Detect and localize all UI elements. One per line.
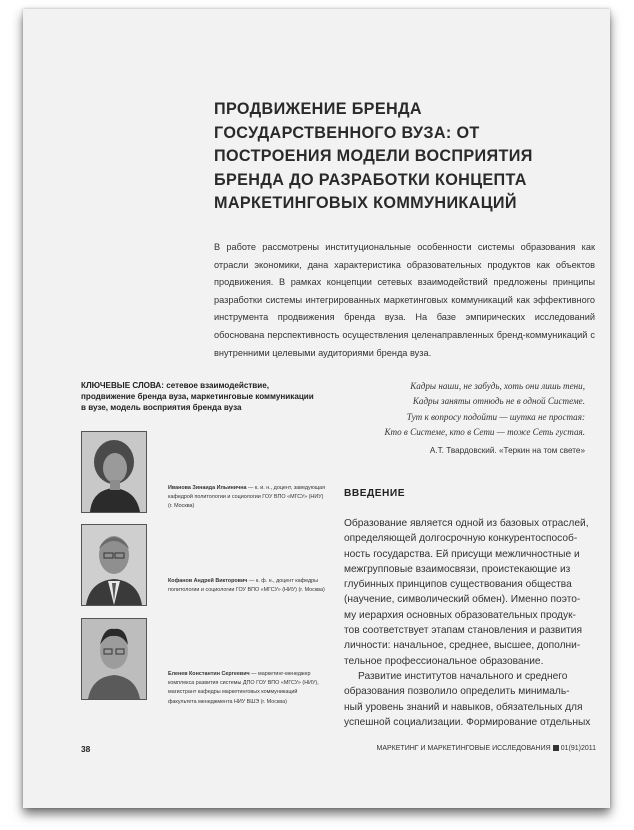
epigraph-line: Кадры наши, не забудь, хоть они лишь тени, (410, 381, 585, 391)
journal-footer (377, 745, 597, 752)
author-name: Иванова Зинаида Ильинична (168, 485, 247, 491)
square-bullet-icon (553, 745, 559, 751)
body-line: тельное профессиональное образование. (344, 655, 544, 667)
body-line: образования позволило определить минималь- (344, 686, 570, 698)
body-line: глубинных принципов существования общества (344, 579, 572, 591)
body-line: определяющей долгосрочную конкурентоспособ- (344, 533, 578, 545)
author-photo-elenev (81, 618, 147, 700)
article-title: ПРОДВИЖЕНИЕ БРЕНДА ГОСУДАРСТВЕННОГО ВУЗА: ОТ ПОСТРОЕНИЯ МОДЕЛИ ВОСПРИЯТИЯ БРЕНДА ДО РАЗРАБОТКИ КОНЦЕПТА МАРКЕТИНГОВЫХ КОММУНИКАЦИЙ (214, 100, 533, 213)
epigraph-source: А.Т. Твардовский. «Теркин на том свете» (429, 446, 585, 455)
page-number: 38 (81, 744, 91, 754)
abstract: В работе рассмотрены институциональные особенности системы образования как отрасли экономики, дана характеристика образовательных продуктов как объектов продвижения. В рамках концепции сетевых взаимодействий предложены принципы разработки системы интегрированных маркетинговых коммуникаций как эффективного инструмента продвижения бренда вуза. На базе эмпирических исследований обоснована перспективность осуществления целенаправленных бренд-коммуникаций с внутренними целевыми аудиториями бренда вуза. (214, 242, 595, 358)
epigraph-line: Кто в Системе, кто в Сети — тоже Сеть густая. (384, 426, 585, 437)
body-line: личности: начальное, среднее, высшее, дополни- (344, 640, 581, 652)
body-line: Развитие институтов начального и среднего (358, 670, 568, 682)
body-line: (научение, символический обмен). Именно поэто- (344, 594, 581, 606)
author-name: Еленев Константин Сергеевич (168, 671, 250, 677)
section-heading: ВВЕДЕНИЕ (344, 488, 406, 499)
journal-name: МАРКЕТИНГ И МАРКЕТИНГОВЫЕ ИССЛЕДОВАНИЯ (376, 745, 551, 752)
epigraph-line: Тут к вопросу подойти — шутка не простая: (406, 411, 585, 422)
body-line: му иерархия основных образовательных продук- (344, 609, 576, 621)
section-body (344, 516, 591, 730)
epigraph-line: Кадры заняты отнюдь не в одной Системе. (412, 396, 585, 407)
epigraph (330, 379, 585, 440)
journal-issue: 01(91)2011 (560, 745, 596, 752)
body-line: тов соответствует этапам становления и развития (344, 625, 583, 637)
author-name: Кофанов Андрей Викторович (168, 578, 248, 584)
author-info-ivanova (168, 484, 326, 512)
body-line: межгрупповые взаимосвязи, проистекающие из (344, 563, 571, 575)
author-photo-kofanov (81, 524, 147, 606)
author-details: — к. ф. н., доцент кафедры политологии и социологии ГОУ ВПО «МГСУ» (НИУ) (г. Москва) (168, 578, 325, 594)
author-info-elenev (168, 670, 326, 707)
author-details: — маркетинг-менеджер комплекса развития системы ДПО ГОУ ВПО «МГСУ» (НИУ), магистрант кафедры маркетинговых коммуникаций факультета менеджмента НИУ ВШЭ (г. Москва) (168, 671, 319, 705)
body-line: Образование является одной из базовых отраслей, (344, 518, 589, 529)
keywords: КЛЮЧЕВЫЕ СЛОВА: сетевое взаимодействие, продвижение бренда вуза, маркетинговые коммуникации в вузе, модель восприятия бренда вуза (81, 381, 314, 413)
author-photo-ivanova (81, 431, 147, 513)
author-info-kofanov (168, 577, 326, 595)
body-line: ность государства. Ей присущи межличностные и (344, 548, 580, 560)
body-line: ный уровень знаний и навыков, обязательных для (344, 701, 583, 713)
body-line: успешной социализации. Формирование отдельных (344, 716, 591, 728)
author-details: — к. и. н., доцент, заведующая кафедрой политологии и социологии ГОУ ВПО «МГСУ» (НИУ) (г. Москва) (168, 485, 326, 510)
